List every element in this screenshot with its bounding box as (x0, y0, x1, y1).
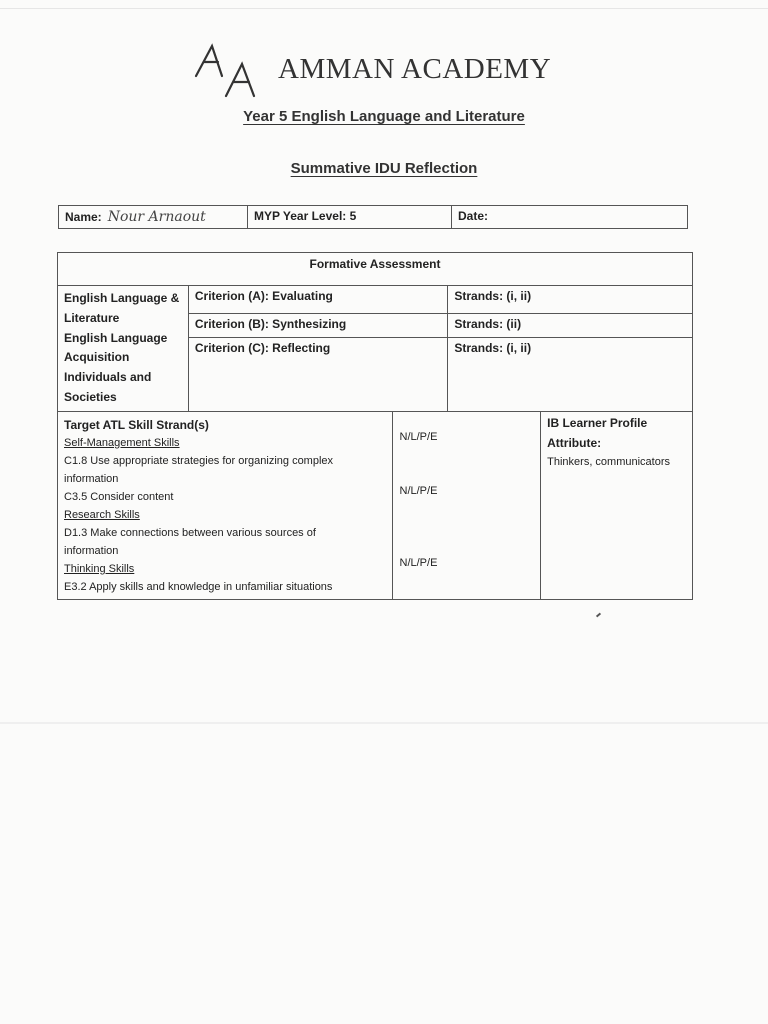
ib-profile-value: Thinkers, communicators (547, 455, 671, 468)
atl-line: E3.2 Apply skills and knowledge in unfamiliar situations (64, 580, 333, 593)
assessment-table (57, 252, 693, 600)
rating-self-management: N/L/P/E (399, 430, 438, 443)
atl-line: information (64, 472, 119, 485)
name-label: Name: (65, 210, 102, 224)
strands-a: Strands: (i, ii) (448, 286, 693, 314)
strands-b: Strands: (ii) (448, 313, 693, 338)
year-level-cell: MYP Year Level: 5 (248, 206, 452, 229)
strands-c: Strands: (i, ii) (448, 338, 693, 412)
atl-skills-cell (58, 411, 393, 599)
atl-ratings-cell (392, 411, 541, 599)
atl-line: C1.8 Use appropriate strategies for organizing complex (64, 454, 334, 467)
atl-line: C3.5 Consider content (64, 490, 174, 503)
school-logo (192, 40, 572, 100)
subject-line: Societies (64, 389, 117, 404)
ib-learner-profile-cell (541, 411, 693, 599)
stray-pen-mark (596, 613, 601, 618)
aa-logo-icon (192, 40, 272, 100)
atl-category-research: Research Skills (64, 508, 140, 521)
criterion-a: Criterion (A): Evaluating (188, 286, 448, 314)
scan-fold-line (0, 722, 768, 724)
formative-assessment-header: Formative Assessment (58, 253, 693, 286)
subjects-cell (58, 286, 189, 412)
name-handwritten: Nour Arnaout (107, 209, 206, 225)
criterion-c: Criterion (C): Reflecting (188, 338, 448, 412)
subject-line: Acquisition (64, 350, 130, 365)
atl-category-self-management: Self-Management Skills (64, 436, 180, 449)
school-name: AMMAN ACADEMY (278, 53, 552, 85)
ib-profile-subtitle: Attribute: (547, 435, 602, 450)
criterion-b: Criterion (B): Synthesizing (188, 313, 448, 338)
ib-profile-title: IB Learner Profile (547, 415, 648, 430)
student-info-table (58, 205, 688, 229)
atl-title: Target ATL Skill Strand(s) (64, 417, 209, 432)
scan-edge (0, 8, 768, 9)
atl-line: D1.3 Make connections between various sources of (64, 526, 316, 539)
subject-line: English Language (64, 330, 168, 345)
rating-research: N/L/P/E (399, 484, 438, 497)
course-title: Year 5 English Language and Literature (243, 108, 525, 125)
subject-line: English Language & (64, 291, 180, 305)
rating-thinking: N/L/P/E (399, 556, 438, 569)
subject-line: Individuals and (64, 370, 152, 385)
subject-line: Literature (64, 310, 120, 325)
atl-line: information (64, 544, 119, 557)
name-cell (59, 206, 248, 229)
date-cell: Date: (452, 206, 688, 229)
document-title: Summative IDU Reflection (290, 160, 478, 177)
atl-category-thinking: Thinking Skills (64, 562, 135, 575)
